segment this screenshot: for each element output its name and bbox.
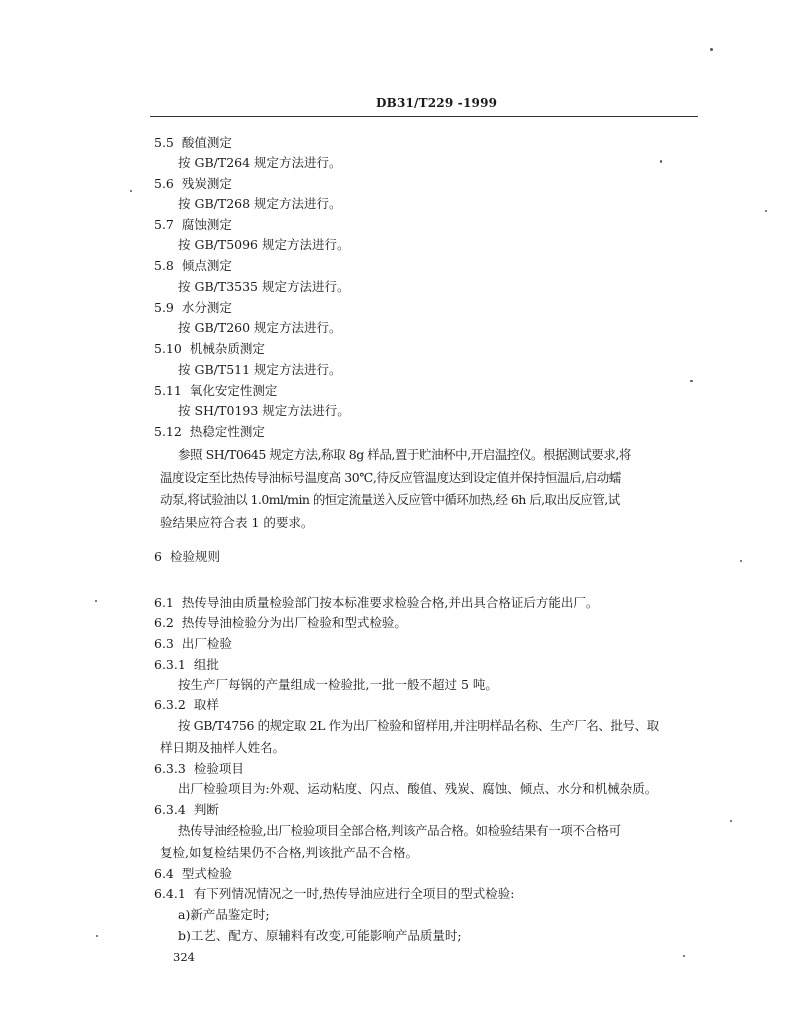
clause-6-3-2: 6.3.2 取样	[154, 697, 219, 712]
scan-speck	[95, 600, 97, 602]
scan-speck	[96, 935, 98, 937]
clause-6-3-1-body: 按生产厂每锅的产量组成一检验批,一批一般不超过 5 吨。	[178, 677, 498, 692]
scan-speck	[765, 210, 767, 212]
clause-5-5: 5.5 酸值测定	[154, 135, 232, 150]
clause-6-3: 6.3 出厂检验	[154, 636, 232, 651]
clause-5-5-body: 按 GB/T264 规定方法进行。	[178, 155, 342, 170]
clause-6-3-4: 6.3.4 判断	[154, 802, 219, 817]
scan-speck	[683, 955, 685, 957]
clause-6-4: 6.4 型式检验	[154, 866, 232, 881]
clause-5-8: 5.8 倾点测定	[154, 258, 232, 273]
section-6-heading: 6 检验规则	[154, 549, 220, 564]
clause-5-6-body: 按 GB/T268 规定方法进行。	[178, 196, 342, 211]
clause-5-12-para-line: 温度设定至比热传导油标号温度高 30℃,待反应管温度达到设定值并保持恒温后,启动蠕	[160, 470, 621, 485]
clause-6-3-3-body: 出厂检验项目为:外观、运动粘度、闪点、酸值、残炭、腐蚀、倾点、水分和机械杂质。	[178, 781, 658, 796]
page-number: 324	[173, 950, 195, 964]
clause-5-12-para-line: 验结果应符合表 1 的要求。	[160, 515, 314, 530]
clause-5-7-body: 按 GB/T5096 规定方法进行。	[178, 237, 350, 252]
clause-6-3-3: 6.3.3 检验项目	[154, 761, 244, 776]
clause-6-2: 6.2 热传导油检验分为出厂检验和型式检验。	[154, 615, 407, 630]
scan-speck	[740, 560, 742, 562]
clause-5-7: 5.7 腐蚀测定	[154, 217, 232, 232]
clause-6-3-1: 6.3.1 组批	[154, 657, 219, 672]
clause-6-3-4-body: 复检,如复检结果仍不合格,判该批产品不合格。	[160, 845, 418, 860]
clause-5-12: 5.12 热稳定性测定	[154, 424, 265, 439]
header-rule	[150, 116, 698, 117]
scan-speck	[690, 380, 693, 382]
clause-6-3-4-body: 热传导油经检验,出厂检验项目全部合格,判该产品合格。如检验结果有一项不合格可	[178, 823, 621, 838]
clause-5-12-para-line: 参照 SH/T0645 规定方法,称取 8g 样品,置于贮油杯中,开启温控仪。根据测试要求,将	[178, 447, 631, 462]
clause-5-9-body: 按 GB/T260 规定方法进行。	[178, 320, 342, 335]
standard-code-header: DB31/T229 -1999	[376, 96, 498, 110]
scan-speck	[730, 820, 732, 822]
scan-speck	[130, 190, 132, 192]
clause-6-3-2-body: 按 GB/T4756 的规定取 2L 作为出厂检验和留样用,并注明样品名称、生产厂名、批号、取	[178, 718, 659, 733]
clause-5-12-para-line: 动泵,将试验油以 1.0ml/min 的恒定流量送入反应管中循环加热,经 6h 后,取出反应管,试	[160, 492, 620, 507]
clause-5-10-body: 按 GB/T511 规定方法进行。	[178, 362, 342, 377]
list-item-b: b)工艺、配方、原辅料有改变,可能影响产品质量时;	[178, 928, 462, 943]
clause-6-3-2-body: 样日期及抽样人姓名。	[160, 740, 286, 755]
clause-5-11-body: 按 SH/T0193 规定方法进行。	[178, 403, 350, 418]
clause-6-1: 6.1 热传导油由质量检验部门按本标准要求检验合格,并出具合格证后方能出厂。	[154, 595, 599, 610]
clause-5-6: 5.6 残炭测定	[154, 176, 232, 191]
clause-5-8-body: 按 GB/T3535 规定方法进行。	[178, 279, 350, 294]
clause-5-9: 5.9 水分测定	[154, 300, 232, 315]
clause-6-4-1: 6.4.1 有下列情况情况之一时,热传导油应进行全项目的型式检验:	[154, 886, 515, 901]
clause-5-11: 5.11 氧化安定性测定	[154, 383, 278, 398]
list-item-a: a)新产品鉴定时;	[178, 907, 270, 922]
scan-speck	[660, 160, 662, 163]
scan-speck	[710, 48, 713, 51]
clause-5-10: 5.10 机械杂质测定	[154, 341, 265, 356]
